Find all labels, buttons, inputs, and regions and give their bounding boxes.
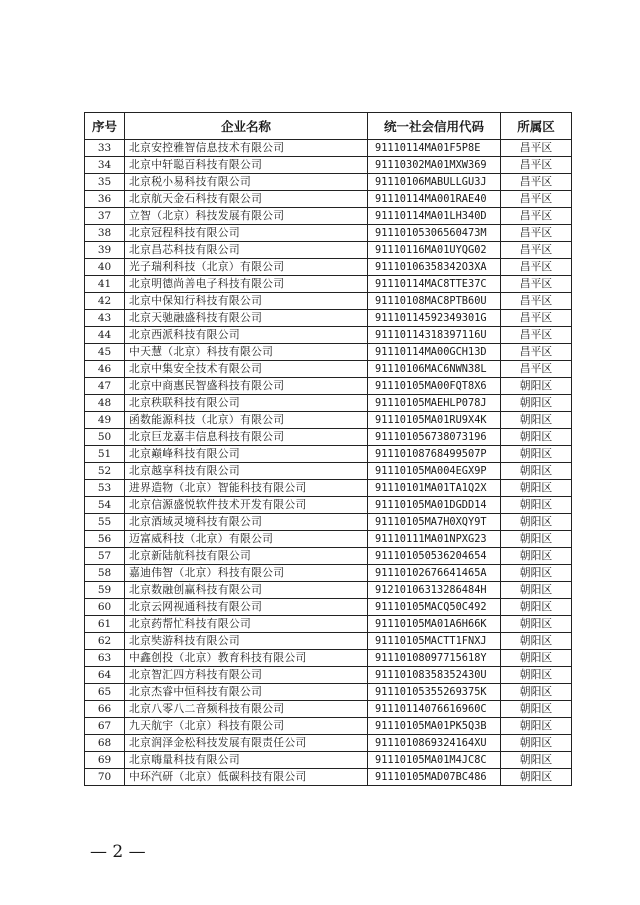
credit-code: 91110106358342O3XA — [368, 259, 501, 276]
credit-code: 91110105306560473M — [368, 225, 501, 242]
company-name: 北京天驰融盛科技有限公司 — [125, 310, 368, 327]
row-number: 37 — [85, 208, 125, 225]
company-name: 北京秩联科技有限公司 — [125, 395, 368, 412]
table-row — [85, 718, 572, 735]
row-number: 42 — [85, 293, 125, 310]
district: 朝阳区 — [501, 769, 572, 786]
company-name: 嘉迪伟智（北京）科技有限公司 — [125, 565, 368, 582]
table-row — [85, 446, 572, 463]
table-row — [85, 157, 572, 174]
district: 昌平区 — [501, 174, 572, 191]
row-number: 67 — [85, 718, 125, 735]
credit-code: 91110108MAC8PTB60U — [368, 293, 501, 310]
credit-code: 91110302MA01MXW369 — [368, 157, 501, 174]
credit-code: 91110105355269375K — [368, 684, 501, 701]
district: 昌平区 — [501, 259, 572, 276]
district: 朝阳区 — [501, 701, 572, 718]
col-header-name: 企业名称 — [125, 113, 368, 140]
table-row — [85, 225, 572, 242]
company-name: 进界造物（北京）智能科技有限公司 — [125, 480, 368, 497]
row-number: 45 — [85, 344, 125, 361]
table-row — [85, 582, 572, 599]
district: 朝阳区 — [501, 548, 572, 565]
credit-code: 91110114MA001RAE40 — [368, 191, 501, 208]
company-name: 北京航天金石科技有限公司 — [125, 191, 368, 208]
district: 昌平区 — [501, 293, 572, 310]
table-row — [85, 140, 572, 157]
credit-code: 91110105053620465​4 — [368, 548, 501, 565]
district: 昌平区 — [501, 208, 572, 225]
company-name: 北京中集安全技术有限公司 — [125, 361, 368, 378]
row-number: 70 — [85, 769, 125, 786]
col-header-code: 统一社会信用代码 — [368, 113, 501, 140]
company-name: 北京巨龙嘉丰信息科技有限公司 — [125, 429, 368, 446]
credit-code: 91110108693241​64XU — [368, 735, 501, 752]
district: 朝阳区 — [501, 446, 572, 463]
table-row — [85, 497, 572, 514]
row-number: 51 — [85, 446, 125, 463]
credit-code: 91110111MA01NPXG23 — [368, 531, 501, 548]
row-number: 49 — [85, 412, 125, 429]
credit-code: 91110105MA7H0XQY9T — [368, 514, 501, 531]
table-row — [85, 616, 572, 633]
company-name: 北京杰睿中恒科技有限公司 — [125, 684, 368, 701]
row-number: 46 — [85, 361, 125, 378]
credit-code: 91110105MAD07BC486 — [368, 769, 501, 786]
row-number: 44 — [85, 327, 125, 344]
credit-code: 91110114MAC8TTE37C — [368, 276, 501, 293]
table-row — [85, 378, 572, 395]
district: 昌平区 — [501, 327, 572, 344]
credit-code: 91110106MABULLGU3J — [368, 174, 501, 191]
row-number: 59 — [85, 582, 125, 599]
company-name: 北京八零八二音频科技有限公司 — [125, 701, 368, 718]
district: 朝阳区 — [501, 480, 572, 497]
row-number: 50 — [85, 429, 125, 446]
company-table — [84, 112, 572, 786]
company-name: 北京奘游科技有限公司 — [125, 633, 368, 650]
table-row — [85, 599, 572, 616]
district: 朝阳区 — [501, 429, 572, 446]
credit-code: 91110106MAC6NWN38L — [368, 361, 501, 378]
table-row — [85, 208, 572, 225]
company-name: 北京巅峰科技有限公司 — [125, 446, 368, 463]
credit-code: 91110105MA01DGDD14 — [368, 497, 501, 514]
company-name: 北京西派科技有限公司 — [125, 327, 368, 344]
table-row — [85, 429, 572, 446]
credit-code: 91110105MA01A6H66K — [368, 616, 501, 633]
company-name: 光子瑞利科技（北京）有限公司 — [125, 259, 368, 276]
table-row — [85, 344, 572, 361]
table-row — [85, 361, 572, 378]
company-name: 北京中轩聪百科技有限公司 — [125, 157, 368, 174]
company-name: 北京智汇四方科技有限公司 — [125, 667, 368, 684]
district: 昌平区 — [501, 242, 572, 259]
row-number: 52 — [85, 463, 125, 480]
company-name: 中鑫创投（北京）教育科技有限公司 — [125, 650, 368, 667]
credit-code: 91110116MA01UYQG02 — [368, 242, 501, 259]
row-number: 35 — [85, 174, 125, 191]
district: 昌平区 — [501, 157, 572, 174]
row-number: 65 — [85, 684, 125, 701]
table-row — [85, 769, 572, 786]
district: 昌平区 — [501, 361, 572, 378]
row-number: 62 — [85, 633, 125, 650]
table-row — [85, 735, 572, 752]
company-name: 北京中商惠民智盛科技有限公司 — [125, 378, 368, 395]
company-name: 中环汽研（北京）低碳科技有限公司 — [125, 769, 368, 786]
company-name: 北京嗨量科技有限公司 — [125, 752, 368, 769]
row-number: 63 — [85, 650, 125, 667]
table-row — [85, 480, 572, 497]
table-row — [85, 191, 572, 208]
table-row — [85, 565, 572, 582]
table-row — [85, 650, 572, 667]
table-row — [85, 293, 572, 310]
company-name: 北京安控雅智信息技术有限公司 — [125, 140, 368, 157]
credit-code: 91110102676641465A — [368, 565, 501, 582]
credit-code: 91110101MA01TA1Q2X — [368, 480, 501, 497]
district: 昌平区 — [501, 276, 572, 293]
company-name: 北京明德尚善电子科技有限公司 — [125, 276, 368, 293]
table-header-row — [85, 113, 572, 140]
col-header-no: 序号 — [85, 113, 125, 140]
credit-code: 91110114076616960C — [368, 701, 501, 718]
row-number: 33 — [85, 140, 125, 157]
district: 朝阳区 — [501, 395, 572, 412]
row-number: 64 — [85, 667, 125, 684]
district: 朝阳区 — [501, 633, 572, 650]
row-number: 55 — [85, 514, 125, 531]
district: 昌平区 — [501, 191, 572, 208]
credit-code: 91110114MA01LH340D — [368, 208, 501, 225]
row-number: 57 — [85, 548, 125, 565]
district: 朝阳区 — [501, 412, 572, 429]
company-name: 北京冠程科技有限公司 — [125, 225, 368, 242]
table-row — [85, 327, 572, 344]
row-number: 61 — [85, 616, 125, 633]
table-row — [85, 752, 572, 769]
credit-code: 91110108768499507P — [368, 446, 501, 463]
table-row — [85, 514, 572, 531]
row-number: 47 — [85, 378, 125, 395]
table-row — [85, 531, 572, 548]
credit-code: 91110114592349301G — [368, 310, 501, 327]
row-number: 38 — [85, 225, 125, 242]
table-body — [85, 140, 572, 786]
company-name: 北京新陆航科技有限公司 — [125, 548, 368, 565]
table-row — [85, 412, 572, 429]
company-name: 迈富威科技（北京）有限公司 — [125, 531, 368, 548]
table-row — [85, 174, 572, 191]
table-row — [85, 667, 572, 684]
table-row — [85, 310, 572, 327]
row-number: 34 — [85, 157, 125, 174]
table-row — [85, 463, 572, 480]
district: 朝阳区 — [501, 565, 572, 582]
district: 朝阳区 — [501, 752, 572, 769]
district: 朝阳区 — [501, 463, 572, 480]
district: 朝阳区 — [501, 684, 572, 701]
district: 朝阳区 — [501, 378, 572, 395]
row-number: 68 — [85, 735, 125, 752]
company-name: 北京信源盛悦软件技术开发有限公司 — [125, 497, 368, 514]
company-name: 北京药帮忙科技有限公司 — [125, 616, 368, 633]
credit-code: 91110105673807319​6 — [368, 429, 501, 446]
credit-code: 91110105MA01PK5Q3B — [368, 718, 501, 735]
row-number: 41 — [85, 276, 125, 293]
row-number: 39 — [85, 242, 125, 259]
row-number: 58 — [85, 565, 125, 582]
district: 朝阳区 — [501, 650, 572, 667]
district: 朝阳区 — [501, 531, 572, 548]
district: 朝阳区 — [501, 599, 572, 616]
table-row — [85, 548, 572, 565]
company-name: 北京数融创赢科技有限公司 — [125, 582, 368, 599]
district: 朝阳区 — [501, 582, 572, 599]
credit-code: 91210106313286484H — [368, 582, 501, 599]
district: 朝阳区 — [501, 667, 572, 684]
company-name: 北京润泽金松科技发展有限责任公司 — [125, 735, 368, 752]
row-number: 54 — [85, 497, 125, 514]
row-number: 56 — [85, 531, 125, 548]
row-number: 53 — [85, 480, 125, 497]
page-number: — 2 — — [90, 842, 146, 862]
company-name: 函数能源科技（北京）有限公司 — [125, 412, 368, 429]
credit-code: 91110105MA01M4JC8C — [368, 752, 501, 769]
credit-code: 91110105MA01RU9X4K — [368, 412, 501, 429]
district: 朝阳区 — [501, 514, 572, 531]
district: 昌平区 — [501, 225, 572, 242]
table-row — [85, 684, 572, 701]
credit-code: 91110105MAEHLP078J — [368, 395, 501, 412]
row-number: 40 — [85, 259, 125, 276]
district: 朝阳区 — [501, 718, 572, 735]
table-row — [85, 633, 572, 650]
credit-code: 91110108097715618Y — [368, 650, 501, 667]
row-number: 43 — [85, 310, 125, 327]
table-row — [85, 242, 572, 259]
district: 朝阳区 — [501, 616, 572, 633]
company-name: 九天航宇（北京）科技有限公司 — [125, 718, 368, 735]
col-header-district: 所属区 — [501, 113, 572, 140]
district: 朝阳区 — [501, 735, 572, 752]
company-name: 北京中保知行科技有限公司 — [125, 293, 368, 310]
company-name: 北京越享科技有限公司 — [125, 463, 368, 480]
row-number: 36 — [85, 191, 125, 208]
company-name: 北京昌芯科技有限公司 — [125, 242, 368, 259]
company-name: 北京云网视通科技有限公司 — [125, 599, 368, 616]
credit-code: 91110105MA00FQT8X6 — [368, 378, 501, 395]
credit-code: 91110114MA00GCH13D — [368, 344, 501, 361]
credit-code: 91110105MACQ50C492 — [368, 599, 501, 616]
credit-code: 91110114MA01F5P8E — [368, 140, 501, 157]
row-number: 48 — [85, 395, 125, 412]
credit-code: 91110105MACTT1FNXJ — [368, 633, 501, 650]
table-row — [85, 276, 572, 293]
row-number: 66 — [85, 701, 125, 718]
company-name: 立智（北京）科技发展有限公司 — [125, 208, 368, 225]
row-number: 69 — [85, 752, 125, 769]
credit-code: 91110105MA004EGX9P — [368, 463, 501, 480]
district: 昌平区 — [501, 344, 572, 361]
table-row — [85, 395, 572, 412]
company-name: 北京酒域灵境科技有限公司 — [125, 514, 368, 531]
company-name: 中天慧（北京）科技有限公司 — [125, 344, 368, 361]
table-row — [85, 259, 572, 276]
row-number: 60 — [85, 599, 125, 616]
credit-code: 91110114318397116U — [368, 327, 501, 344]
credit-code: 91110108358352430U — [368, 667, 501, 684]
company-name: 北京税小易科技有限公司 — [125, 174, 368, 191]
district: 朝阳区 — [501, 497, 572, 514]
table-row — [85, 701, 572, 718]
district: 昌平区 — [501, 140, 572, 157]
district: 昌平区 — [501, 310, 572, 327]
